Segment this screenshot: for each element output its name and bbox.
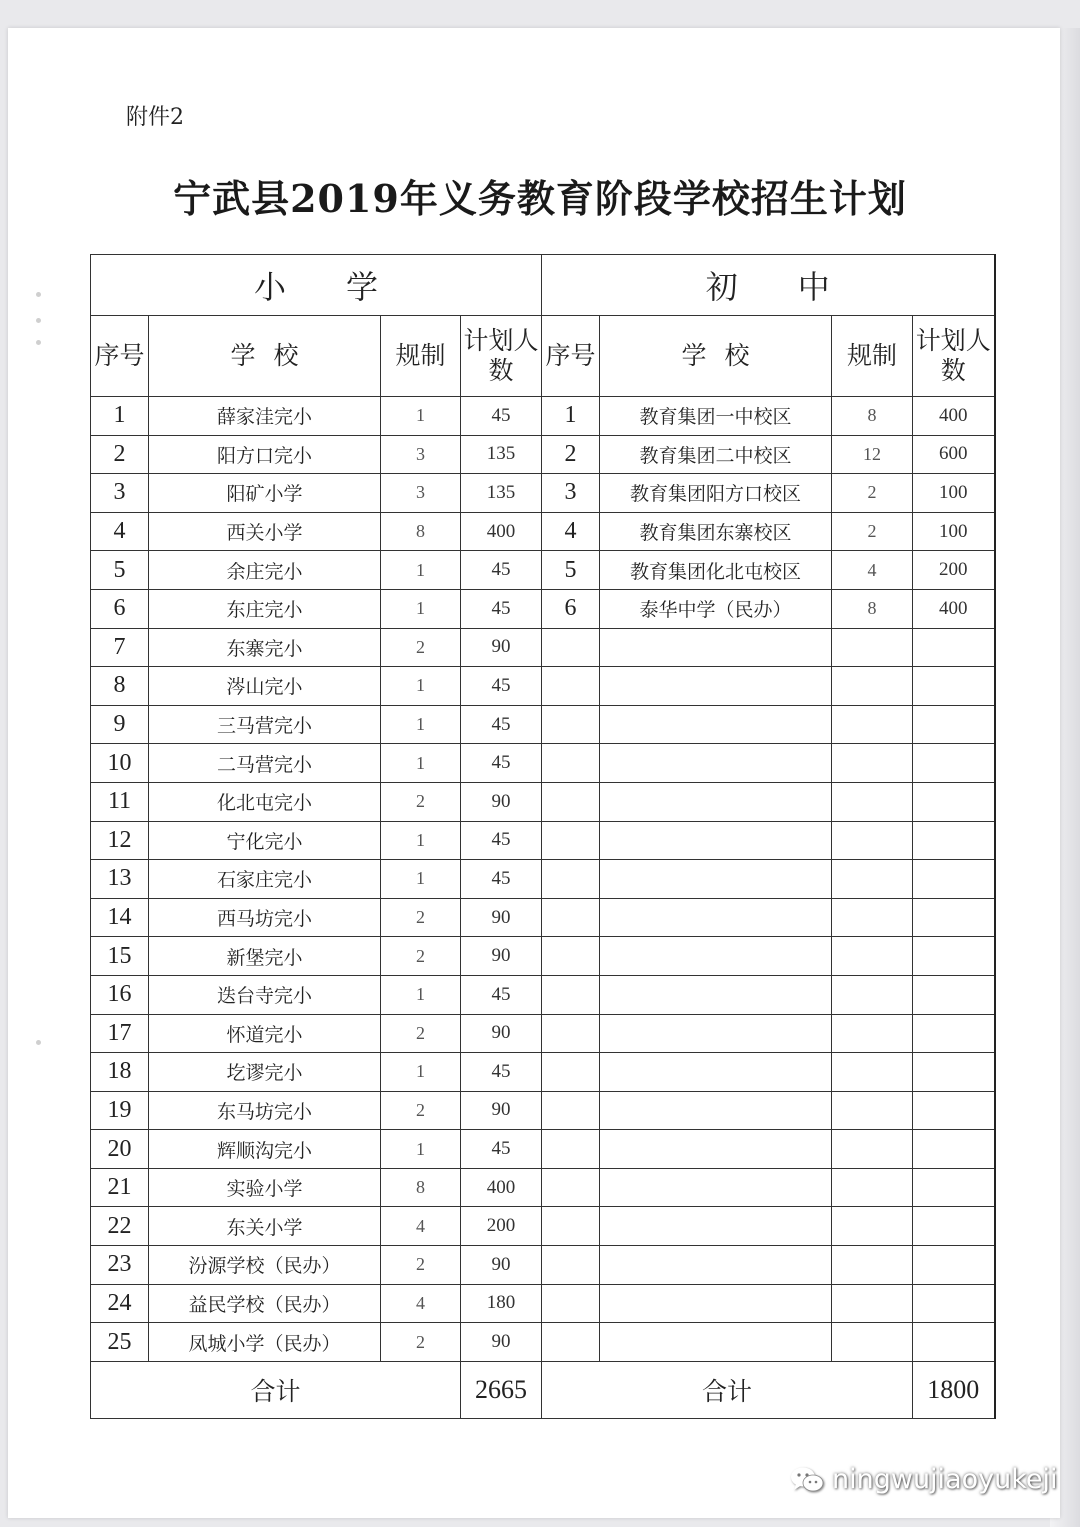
junior-plan-cell (913, 782, 995, 821)
primary-scale-cell: 8 (381, 1168, 461, 1207)
table-row (91, 397, 995, 436)
junior-school-cell (600, 1130, 832, 1169)
wechat-icon (790, 1466, 824, 1494)
junior-seq-cell: 5 (542, 551, 600, 590)
junior-school-cell (600, 628, 832, 667)
primary-school-cell: 东庄完小 (149, 589, 381, 628)
junior-seq-cell (542, 1207, 600, 1246)
junior-seq-cell (542, 898, 600, 937)
primary-plan-cell: 45 (461, 589, 542, 628)
primary-scale-cell: 4 (381, 1207, 461, 1246)
primary-seq-cell: 2 (91, 435, 149, 474)
junior-school-cell (600, 1284, 832, 1323)
junior-plan-cell (913, 1168, 995, 1207)
primary-school-cell: 阳矿小学 (149, 474, 381, 513)
primary-plan-cell: 45 (461, 397, 542, 436)
total-row (91, 1361, 995, 1418)
primary-scale-cell: 2 (381, 1014, 461, 1053)
junior-plan-cell (913, 937, 995, 976)
junior-plan-cell: 400 (913, 589, 995, 628)
junior-school-cell (600, 937, 832, 976)
primary-plan-cell: 90 (461, 628, 542, 667)
junior-plan-cell: 400 (913, 397, 995, 436)
primary-plan-cell: 45 (461, 551, 542, 590)
junior-seq-cell (542, 1053, 600, 1092)
primary-plan-cell: 90 (461, 1246, 542, 1285)
junior-school-cell (600, 860, 832, 899)
junior-plan-cell (913, 744, 995, 783)
junior-seq-cell: 2 (542, 435, 600, 474)
junior-scale-cell (832, 1091, 913, 1130)
junior-plan-cell (913, 1207, 995, 1246)
table-row (91, 782, 995, 821)
junior-scale-cell: 8 (832, 589, 913, 628)
primary-school-cell: 三马营完小 (149, 705, 381, 744)
junior-seq-cell: 6 (542, 589, 600, 628)
junior-school-cell (600, 975, 832, 1014)
junior-school-cell: 教育集团阳方口校区 (600, 474, 832, 513)
primary-school-cell: 涔山完小 (149, 667, 381, 706)
primary-school-cell: 东关小学 (149, 1207, 381, 1246)
junior-seq-cell (542, 744, 600, 783)
primary-scale-cell: 1 (381, 975, 461, 1014)
table-row (91, 937, 995, 976)
primary-seq-cell: 4 (91, 512, 149, 551)
primary-plan-cell: 200 (461, 1207, 542, 1246)
junior-school-header: 学校 (600, 316, 832, 397)
primary-plan-cell: 45 (461, 975, 542, 1014)
junior-scale-cell: 2 (832, 474, 913, 513)
junior-plan-cell (913, 1053, 995, 1092)
primary-scale-cell: 4 (381, 1284, 461, 1323)
junior-scale-cell (832, 1323, 913, 1362)
junior-seq-cell (542, 1014, 600, 1053)
primary-seq-cell: 22 (91, 1207, 149, 1246)
junior-school-cell: 教育集团二中校区 (600, 435, 832, 474)
table-row (91, 1168, 995, 1207)
primary-scale-cell: 3 (381, 474, 461, 513)
primary-school-cell: 圪谬完小 (149, 1053, 381, 1092)
primary-plan-cell: 135 (461, 474, 542, 513)
primary-seq-cell: 7 (91, 628, 149, 667)
primary-school-cell: 薛家洼完小 (149, 397, 381, 436)
junior-school-cell (600, 1323, 832, 1362)
primary-seq-cell: 6 (91, 589, 149, 628)
primary-school-cell: 辉顺沟完小 (149, 1130, 381, 1169)
primary-school-cell: 东马坊完小 (149, 1091, 381, 1130)
junior-scale-cell (832, 1246, 913, 1285)
junior-scale-cell (832, 937, 913, 976)
junior-school-cell (600, 898, 832, 937)
primary-school-cell: 凤城小学（民办） (149, 1323, 381, 1362)
junior-scale-cell (832, 1014, 913, 1053)
junior-plan-cell: 200 (913, 551, 995, 590)
watermark (790, 1464, 1058, 1495)
primary-school-cell: 实验小学 (149, 1168, 381, 1207)
primary-plan-header: 计划人数 (461, 316, 542, 397)
junior-seq-cell (542, 1168, 600, 1207)
primary-seq-cell: 18 (91, 1053, 149, 1092)
primary-seq-cell: 9 (91, 705, 149, 744)
primary-plan-cell: 45 (461, 744, 542, 783)
junior-seq-cell (542, 821, 600, 860)
junior-school-cell (600, 744, 832, 783)
junior-plan-cell (913, 1130, 995, 1169)
primary-total-label: 合计 (91, 1361, 461, 1418)
junior-seq-header: 序号 (542, 316, 600, 397)
table-row (91, 1323, 995, 1362)
primary-scale-cell: 8 (381, 512, 461, 551)
primary-plan-cell: 400 (461, 1168, 542, 1207)
primary-school-cell: 西关小学 (149, 512, 381, 551)
primary-seq-cell: 25 (91, 1323, 149, 1362)
table-row (91, 589, 995, 628)
primary-seq-cell: 14 (91, 898, 149, 937)
primary-seq-cell: 24 (91, 1284, 149, 1323)
junior-school-cell (600, 821, 832, 860)
table-row (91, 512, 995, 551)
junior-school-cell (600, 782, 832, 821)
junior-scale-cell (832, 860, 913, 899)
primary-plan-cell: 45 (461, 1130, 542, 1169)
punch-mark (36, 318, 41, 323)
junior-scale-cell: 2 (832, 512, 913, 551)
primary-plan-cell: 135 (461, 435, 542, 474)
primary-seq-cell: 11 (91, 782, 149, 821)
table-row (91, 551, 995, 590)
junior-seq-cell: 4 (542, 512, 600, 551)
junior-seq-cell: 1 (542, 397, 600, 436)
junior-scale-cell (832, 1168, 913, 1207)
junior-scale-cell: 12 (832, 435, 913, 474)
junior-seq-cell (542, 1091, 600, 1130)
table-row (91, 1284, 995, 1323)
junior-plan-cell (913, 1246, 995, 1285)
junior-scale-cell: 8 (832, 397, 913, 436)
junior-school-cell: 教育集团一中校区 (600, 397, 832, 436)
junior-scale-cell (832, 705, 913, 744)
junior-plan-cell (913, 975, 995, 1014)
junior-plan-cell (913, 1284, 995, 1323)
primary-plan-cell: 90 (461, 1014, 542, 1053)
punch-mark (36, 292, 41, 297)
watermark-text: ningwujiaoyukeji (832, 1464, 1058, 1495)
table-row (91, 667, 995, 706)
primary-seq-cell: 15 (91, 937, 149, 976)
junior-seq-cell (542, 705, 600, 744)
junior-seq-cell (542, 1284, 600, 1323)
table-row (91, 435, 995, 474)
primary-seq-cell: 23 (91, 1246, 149, 1285)
junior-school-cell: 教育集团化北屯校区 (600, 551, 832, 590)
junior-scale-cell (832, 1207, 913, 1246)
junior-seq-cell (542, 782, 600, 821)
enrollment-plan-table (90, 254, 996, 1419)
table-row (91, 628, 995, 667)
junior-seq-cell (542, 667, 600, 706)
primary-school-cell: 阳方口完小 (149, 435, 381, 474)
primary-scale-cell: 1 (381, 821, 461, 860)
table-row (91, 744, 995, 783)
junior-scale-cell (832, 782, 913, 821)
primary-school-header: 学校 (149, 316, 381, 397)
primary-seq-cell: 12 (91, 821, 149, 860)
table-row (91, 1207, 995, 1246)
primary-scale-cell: 1 (381, 551, 461, 590)
primary-seq-cell: 17 (91, 1014, 149, 1053)
primary-school-cell: 益民学校（民办） (149, 1284, 381, 1323)
junior-scale-cell (832, 628, 913, 667)
primary-plan-cell: 180 (461, 1284, 542, 1323)
primary-scale-cell: 2 (381, 1246, 461, 1285)
junior-section-heading: 初中 (542, 255, 995, 316)
primary-seq-cell: 8 (91, 667, 149, 706)
junior-seq-cell (542, 1246, 600, 1285)
table-row (91, 1246, 995, 1285)
junior-plan-cell (913, 898, 995, 937)
primary-seq-cell: 10 (91, 744, 149, 783)
junior-scale-cell: 4 (832, 551, 913, 590)
junior-plan-cell (913, 667, 995, 706)
junior-seq-cell (542, 937, 600, 976)
primary-seq-cell: 21 (91, 1168, 149, 1207)
junior-school-cell (600, 1091, 832, 1130)
primary-scale-cell: 2 (381, 1323, 461, 1362)
junior-plan-cell (913, 628, 995, 667)
primary-scale-cell: 1 (381, 667, 461, 706)
primary-scale-header: 规制 (381, 316, 461, 397)
junior-school-cell: 教育集团东寨校区 (600, 512, 832, 551)
primary-section-heading: 小学 (91, 255, 542, 316)
primary-total-value: 2665 (461, 1361, 542, 1418)
primary-school-cell: 西马坊完小 (149, 898, 381, 937)
primary-seq-cell: 3 (91, 474, 149, 513)
junior-scale-cell (832, 1284, 913, 1323)
table-row (91, 898, 995, 937)
primary-plan-cell: 90 (461, 898, 542, 937)
primary-seq-cell: 1 (91, 397, 149, 436)
primary-school-cell: 汾源学校（民办） (149, 1246, 381, 1285)
primary-plan-cell: 90 (461, 1091, 542, 1130)
primary-plan-cell: 90 (461, 782, 542, 821)
primary-school-cell: 化北屯完小 (149, 782, 381, 821)
primary-plan-cell: 45 (461, 705, 542, 744)
primary-plan-cell: 90 (461, 1323, 542, 1362)
primary-scale-cell: 1 (381, 744, 461, 783)
table-row (91, 1091, 995, 1130)
junior-plan-cell (913, 821, 995, 860)
junior-scale-cell (832, 975, 913, 1014)
junior-plan-cell (913, 705, 995, 744)
primary-plan-cell: 45 (461, 667, 542, 706)
primary-seq-cell: 16 (91, 975, 149, 1014)
primary-scale-cell: 2 (381, 628, 461, 667)
primary-seq-cell: 13 (91, 860, 149, 899)
table-row (91, 860, 995, 899)
junior-scale-cell (832, 1130, 913, 1169)
table-row (91, 474, 995, 513)
primary-plan-cell: 45 (461, 821, 542, 860)
junior-plan-cell: 600 (913, 435, 995, 474)
primary-plan-cell: 45 (461, 860, 542, 899)
junior-school-cell (600, 1168, 832, 1207)
junior-school-cell (600, 1014, 832, 1053)
junior-school-cell (600, 705, 832, 744)
table-row (91, 1014, 995, 1053)
primary-scale-cell: 1 (381, 705, 461, 744)
junior-seq-cell (542, 628, 600, 667)
junior-seq-cell (542, 860, 600, 899)
junior-total-label: 合计 (542, 1361, 913, 1418)
junior-seq-cell (542, 1323, 600, 1362)
primary-plan-cell: 45 (461, 1053, 542, 1092)
table-row (91, 1053, 995, 1092)
primary-plan-cell: 90 (461, 937, 542, 976)
primary-school-cell: 东寨完小 (149, 628, 381, 667)
junior-plan-cell (913, 1014, 995, 1053)
attachment-label: 附件2 (126, 105, 184, 130)
junior-plan-cell: 100 (913, 474, 995, 513)
primary-seq-header: 序号 (91, 316, 149, 397)
primary-seq-cell: 5 (91, 551, 149, 590)
junior-seq-cell: 3 (542, 474, 600, 513)
junior-school-cell: 泰华中学（民办） (600, 589, 832, 628)
primary-plan-cell: 400 (461, 512, 542, 551)
junior-plan-cell (913, 1323, 995, 1362)
primary-school-cell: 宁化完小 (149, 821, 381, 860)
junior-scale-cell (832, 667, 913, 706)
junior-school-cell (600, 1246, 832, 1285)
primary-scale-cell: 1 (381, 860, 461, 899)
primary-scale-cell: 2 (381, 782, 461, 821)
junior-scale-cell (832, 898, 913, 937)
junior-school-cell (600, 667, 832, 706)
primary-school-cell: 石家庄完小 (149, 860, 381, 899)
primary-school-cell: 二马营完小 (149, 744, 381, 783)
primary-scale-cell: 2 (381, 898, 461, 937)
junior-scale-cell (832, 744, 913, 783)
primary-seq-cell: 20 (91, 1130, 149, 1169)
document-title: 宁武县2019年义务教育阶段学校招生计划 (173, 176, 907, 221)
primary-school-cell: 怀道完小 (149, 1014, 381, 1053)
primary-seq-cell: 19 (91, 1091, 149, 1130)
primary-scale-cell: 1 (381, 1053, 461, 1092)
primary-school-cell: 迭台寺完小 (149, 975, 381, 1014)
junior-plan-header: 计划人数 (913, 316, 995, 397)
junior-plan-cell (913, 1091, 995, 1130)
junior-seq-cell (542, 1130, 600, 1169)
junior-scale-header: 规制 (832, 316, 913, 397)
table-row (91, 1130, 995, 1169)
primary-scale-cell: 2 (381, 937, 461, 976)
primary-school-cell: 余庄完小 (149, 551, 381, 590)
junior-school-cell (600, 1053, 832, 1092)
junior-total-value: 1800 (913, 1361, 995, 1418)
primary-school-cell: 新堡完小 (149, 937, 381, 976)
table-row (91, 705, 995, 744)
punch-mark (36, 1040, 41, 1045)
primary-scale-cell: 1 (381, 397, 461, 436)
junior-scale-cell (832, 1053, 913, 1092)
table-row (91, 821, 995, 860)
junior-scale-cell (832, 821, 913, 860)
primary-scale-cell: 1 (381, 1130, 461, 1169)
junior-seq-cell (542, 975, 600, 1014)
table-row (91, 975, 995, 1014)
punch-mark (36, 340, 41, 345)
primary-scale-cell: 3 (381, 435, 461, 474)
primary-scale-cell: 1 (381, 589, 461, 628)
junior-school-cell (600, 1207, 832, 1246)
primary-scale-cell: 2 (381, 1091, 461, 1130)
junior-plan-cell: 100 (913, 512, 995, 551)
junior-plan-cell (913, 860, 995, 899)
